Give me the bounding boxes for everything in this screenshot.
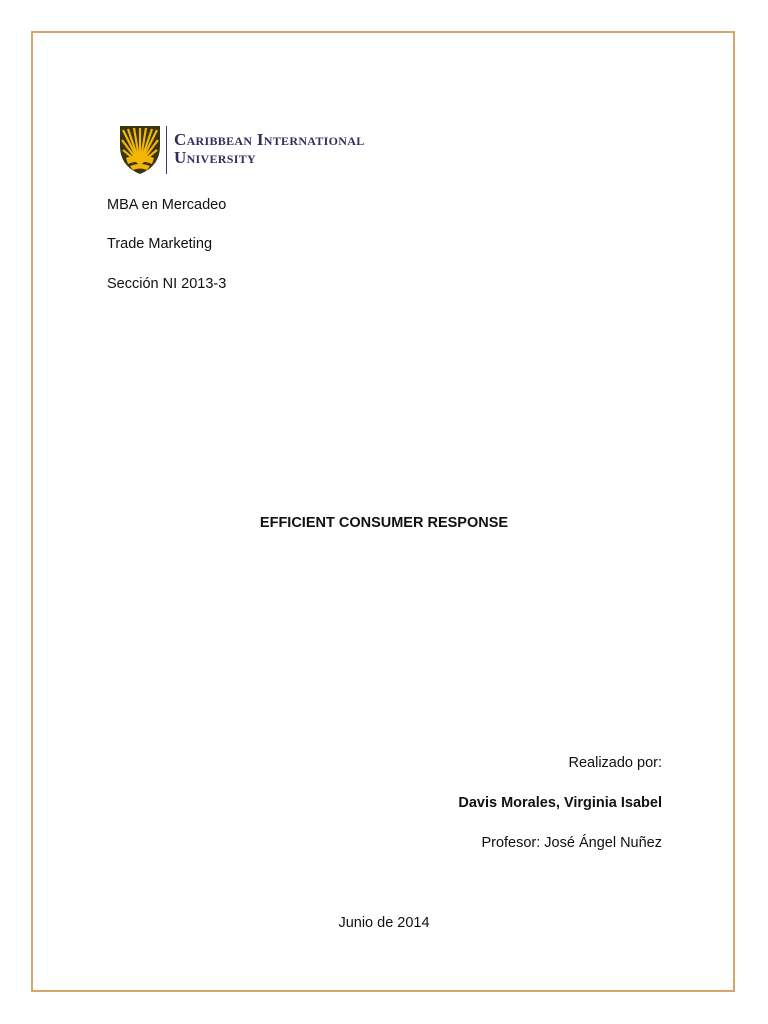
course-name: Trade Marketing [107,236,213,252]
program-name: MBA en Mercadeo [107,197,227,213]
logo-line-1: Caribbean International [174,130,365,149]
section-label: Sección NI 2013-3 [107,276,227,292]
professor-name: Profesor: José Ángel Nuñez [481,835,662,851]
author-name: Davis Morales, Virginia Isabel [458,795,662,811]
prepared-by-label: Realizado por: [568,755,662,771]
logo-line-2: University [174,148,256,167]
university-shield-icon [118,124,162,176]
logo-divider [166,126,167,174]
document-title: EFFICIENT CONSUMER RESPONSE [259,515,509,531]
document-date: Junio de 2014 [338,915,430,931]
university-logo [118,124,398,176]
logo-wordmark [174,131,365,167]
